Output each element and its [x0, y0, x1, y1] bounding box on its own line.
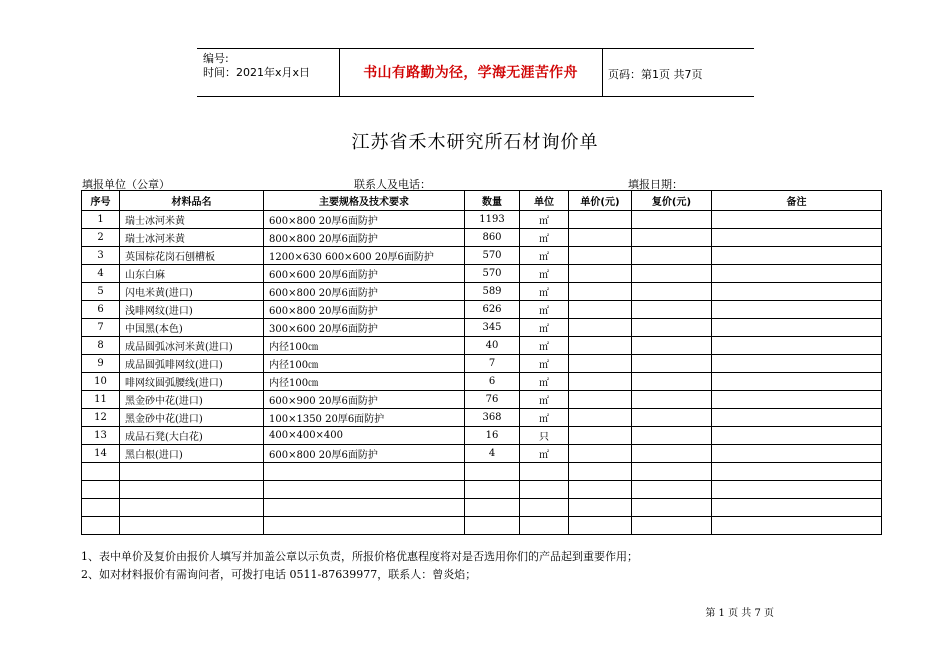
cell-total-price[interactable] [632, 391, 712, 409]
cell-total-price[interactable] [632, 247, 712, 265]
cell-remarks[interactable] [712, 427, 882, 445]
empty-cell [264, 499, 465, 517]
empty-cell [520, 499, 569, 517]
document-number-label: 编号: [203, 52, 229, 65]
cell-no: 11 [82, 391, 120, 409]
empty-cell [465, 499, 520, 517]
table-row [82, 211, 882, 229]
cell-unit: 只 [520, 427, 569, 445]
table-row [82, 355, 882, 373]
empty-cell [120, 517, 264, 535]
cell-spec: 100×1350 20厚6面防护 [264, 409, 465, 427]
cell-no: 5 [82, 283, 120, 301]
column-header-qty: 数量 [465, 191, 520, 211]
cell-name: 黑金砂中花(进口) [120, 409, 264, 427]
cell-total-price[interactable] [632, 445, 712, 463]
cell-name: 啡网纹圆弧腰线(进口) [120, 373, 264, 391]
cell-unit-price[interactable] [569, 211, 632, 229]
cell-name: 成品圆弧啡网纹(进口) [120, 355, 264, 373]
cell-qty: 570 [465, 265, 520, 283]
table-row-empty [82, 517, 882, 535]
empty-cell [520, 481, 569, 499]
cell-spec: 400×400×400 [264, 427, 465, 445]
header-top-rule [197, 48, 754, 49]
empty-cell[interactable] [632, 463, 712, 481]
cell-name: 英国棕花岗石刨槽板 [120, 247, 264, 265]
table-row [82, 247, 882, 265]
note-2: 2、如对材料报价有需询问者，可拨打电话 0511-87639977，联系人：曾炎焰； [81, 568, 477, 581]
cell-name: 浅啡网纹(进口) [120, 301, 264, 319]
meta-date: 填报日期： [628, 178, 683, 191]
empty-cell[interactable] [632, 499, 712, 517]
empty-cell [82, 481, 120, 499]
cell-unit-price[interactable] [569, 427, 632, 445]
cell-total-price[interactable] [632, 355, 712, 373]
cell-qty: 40 [465, 337, 520, 355]
column-header-spec: 主要规格及技术要求 [264, 191, 465, 211]
column-header-unit: 单位 [520, 191, 569, 211]
empty-cell[interactable] [632, 481, 712, 499]
empty-cell[interactable] [569, 517, 632, 535]
document-time-label: 时间：2021年x月x日 [203, 66, 311, 79]
cell-qty: 6 [465, 373, 520, 391]
cell-unit-price[interactable] [569, 247, 632, 265]
cell-remarks[interactable] [712, 409, 882, 427]
table-row-empty [82, 463, 882, 481]
cell-total-price[interactable] [632, 337, 712, 355]
empty-cell[interactable] [569, 463, 632, 481]
header-divider [602, 48, 603, 96]
empty-cell[interactable] [712, 499, 882, 517]
table-row [82, 229, 882, 247]
cell-spec: 600×800 20厚6面防护 [264, 301, 465, 319]
cell-total-price[interactable] [632, 265, 712, 283]
cell-no: 2 [82, 229, 120, 247]
cell-unit: ㎡ [520, 337, 569, 355]
table-row [82, 445, 882, 463]
cell-unit-price[interactable] [569, 265, 632, 283]
cell-unit: ㎡ [520, 247, 569, 265]
table-row-empty [82, 499, 882, 517]
cell-unit: ㎡ [520, 391, 569, 409]
cell-total-price[interactable] [632, 283, 712, 301]
cell-spec: 600×900 20厚6面防护 [264, 391, 465, 409]
cell-total-price[interactable] [632, 211, 712, 229]
cell-remarks[interactable] [712, 283, 882, 301]
header-bottom-rule [197, 96, 754, 97]
empty-cell [264, 517, 465, 535]
cell-qty: 1193 [465, 211, 520, 229]
cell-no: 14 [82, 445, 120, 463]
table-row [82, 337, 882, 355]
page-title: 江苏省禾木研究所石材询价单 [351, 132, 599, 153]
cell-no: 8 [82, 337, 120, 355]
cell-remarks[interactable] [712, 445, 882, 463]
cell-spec: 内径100㎝ [264, 337, 465, 355]
meta-unit: 填报单位（公章） [82, 178, 170, 191]
cell-spec: 600×600 20厚6面防护 [264, 265, 465, 283]
cell-spec: 内径100㎝ [264, 373, 465, 391]
cell-qty: 589 [465, 283, 520, 301]
cell-qty: 4 [465, 445, 520, 463]
cell-no: 12 [82, 409, 120, 427]
cell-no: 6 [82, 301, 120, 319]
cell-total-price[interactable] [632, 229, 712, 247]
empty-cell[interactable] [712, 463, 882, 481]
cell-qty: 626 [465, 301, 520, 319]
empty-cell[interactable] [569, 481, 632, 499]
cell-spec: 600×800 20厚6面防护 [264, 445, 465, 463]
column-header-unit-price: 单价(元) [569, 191, 632, 211]
table-row [82, 319, 882, 337]
cell-qty: 860 [465, 229, 520, 247]
cell-total-price[interactable] [632, 427, 712, 445]
cell-qty: 570 [465, 247, 520, 265]
cell-remarks[interactable] [712, 211, 882, 229]
page-footer: 第 1 页 共 7 页 [705, 608, 774, 619]
cell-unit: ㎡ [520, 319, 569, 337]
empty-cell[interactable] [712, 517, 882, 535]
cell-qty: 16 [465, 427, 520, 445]
cell-unit-price[interactable] [569, 229, 632, 247]
empty-cell[interactable] [712, 481, 882, 499]
cell-name: 中国黑(本色) [120, 319, 264, 337]
cell-qty: 345 [465, 319, 520, 337]
cell-remarks[interactable] [712, 391, 882, 409]
empty-cell[interactable] [632, 517, 712, 535]
empty-cell [82, 499, 120, 517]
cell-total-price[interactable] [632, 409, 712, 427]
cell-spec: 300×600 20厚6面防护 [264, 319, 465, 337]
empty-cell [120, 463, 264, 481]
cell-remarks[interactable] [712, 301, 882, 319]
cell-qty: 76 [465, 391, 520, 409]
table-row [82, 283, 882, 301]
empty-cell [465, 463, 520, 481]
cell-remarks[interactable] [712, 319, 882, 337]
cell-qty: 368 [465, 409, 520, 427]
empty-cell [465, 517, 520, 535]
empty-cell [82, 463, 120, 481]
cell-unit: ㎡ [520, 355, 569, 373]
table-row [82, 373, 882, 391]
cell-spec: 600×800 20厚6面防护 [264, 211, 465, 229]
cell-unit-price[interactable] [569, 409, 632, 427]
column-header-total-price: 复价(元) [632, 191, 712, 211]
cell-remarks[interactable] [712, 265, 882, 283]
empty-cell [465, 481, 520, 499]
cell-unit-price[interactable] [569, 283, 632, 301]
cell-spec: 内径100㎝ [264, 355, 465, 373]
cell-spec: 1200×630 600×600 20厚6面防护 [264, 247, 465, 265]
note-1: 1、表中单价及复价由报价人填写并加盖公章以示负责，所报价格优惠程度将对是否选用你们的产品起到重要作用； [81, 550, 638, 563]
cell-no: 1 [82, 211, 120, 229]
table-row [82, 409, 882, 427]
cell-total-price[interactable] [632, 373, 712, 391]
cell-unit-price[interactable] [569, 373, 632, 391]
quote-table [81, 190, 882, 535]
header-page-label: 页码：第1页 共7页 [608, 68, 703, 81]
cell-unit: ㎡ [520, 229, 569, 247]
cell-unit-price[interactable] [569, 337, 632, 355]
cell-unit-price[interactable] [569, 445, 632, 463]
empty-cell [520, 463, 569, 481]
cell-total-price[interactable] [632, 301, 712, 319]
cell-no: 13 [82, 427, 120, 445]
cell-remarks[interactable] [712, 247, 882, 265]
cell-unit-price[interactable] [569, 319, 632, 337]
cell-name: 瑞士冰河米黄 [120, 229, 264, 247]
cell-unit: ㎡ [520, 301, 569, 319]
empty-cell [120, 481, 264, 499]
cell-no: 10 [82, 373, 120, 391]
cell-name: 瑞士冰河米黄 [120, 211, 264, 229]
cell-name: 闪电米黄(进口) [120, 283, 264, 301]
cell-unit: ㎡ [520, 211, 569, 229]
empty-cell [264, 481, 465, 499]
cell-remarks[interactable] [712, 229, 882, 247]
cell-unit: ㎡ [520, 283, 569, 301]
cell-no: 4 [82, 265, 120, 283]
cell-name: 成品圆弧冰河米黄(进口) [120, 337, 264, 355]
cell-no: 7 [82, 319, 120, 337]
cell-unit-price[interactable] [569, 391, 632, 409]
cell-unit-price[interactable] [569, 301, 632, 319]
cell-no: 3 [82, 247, 120, 265]
table-row [82, 391, 882, 409]
cell-remarks[interactable] [712, 337, 882, 355]
meta-contact: 联系人及电话： [354, 178, 431, 191]
cell-name: 黑白根(进口) [120, 445, 264, 463]
empty-cell [264, 463, 465, 481]
cell-qty: 7 [465, 355, 520, 373]
header-motto: 书山有路勤为径，学海无涯苦作舟 [363, 65, 578, 81]
cell-spec: 800×800 20厚6面防护 [264, 229, 465, 247]
cell-unit: ㎡ [520, 445, 569, 463]
cell-name: 山东白麻 [120, 265, 264, 283]
cell-no: 9 [82, 355, 120, 373]
table-row-empty [82, 481, 882, 499]
table-row [82, 265, 882, 283]
empty-cell[interactable] [569, 499, 632, 517]
table-row [82, 301, 882, 319]
table-header-row [82, 191, 882, 211]
column-header-remarks: 备注 [712, 191, 882, 211]
cell-unit: ㎡ [520, 265, 569, 283]
cell-remarks[interactable] [712, 373, 882, 391]
empty-cell [82, 517, 120, 535]
cell-name: 黑金砂中花(进口) [120, 391, 264, 409]
cell-unit: ㎡ [520, 373, 569, 391]
cell-unit-price[interactable] [569, 355, 632, 373]
empty-cell [120, 499, 264, 517]
cell-total-price[interactable] [632, 319, 712, 337]
cell-spec: 600×800 20厚6面防护 [264, 283, 465, 301]
column-header-name: 材料品名 [120, 191, 264, 211]
cell-unit: ㎡ [520, 409, 569, 427]
column-header-no: 序号 [82, 191, 120, 211]
cell-name: 成品石凳(大白花) [120, 427, 264, 445]
table-row [82, 427, 882, 445]
cell-remarks[interactable] [712, 355, 882, 373]
empty-cell [520, 517, 569, 535]
